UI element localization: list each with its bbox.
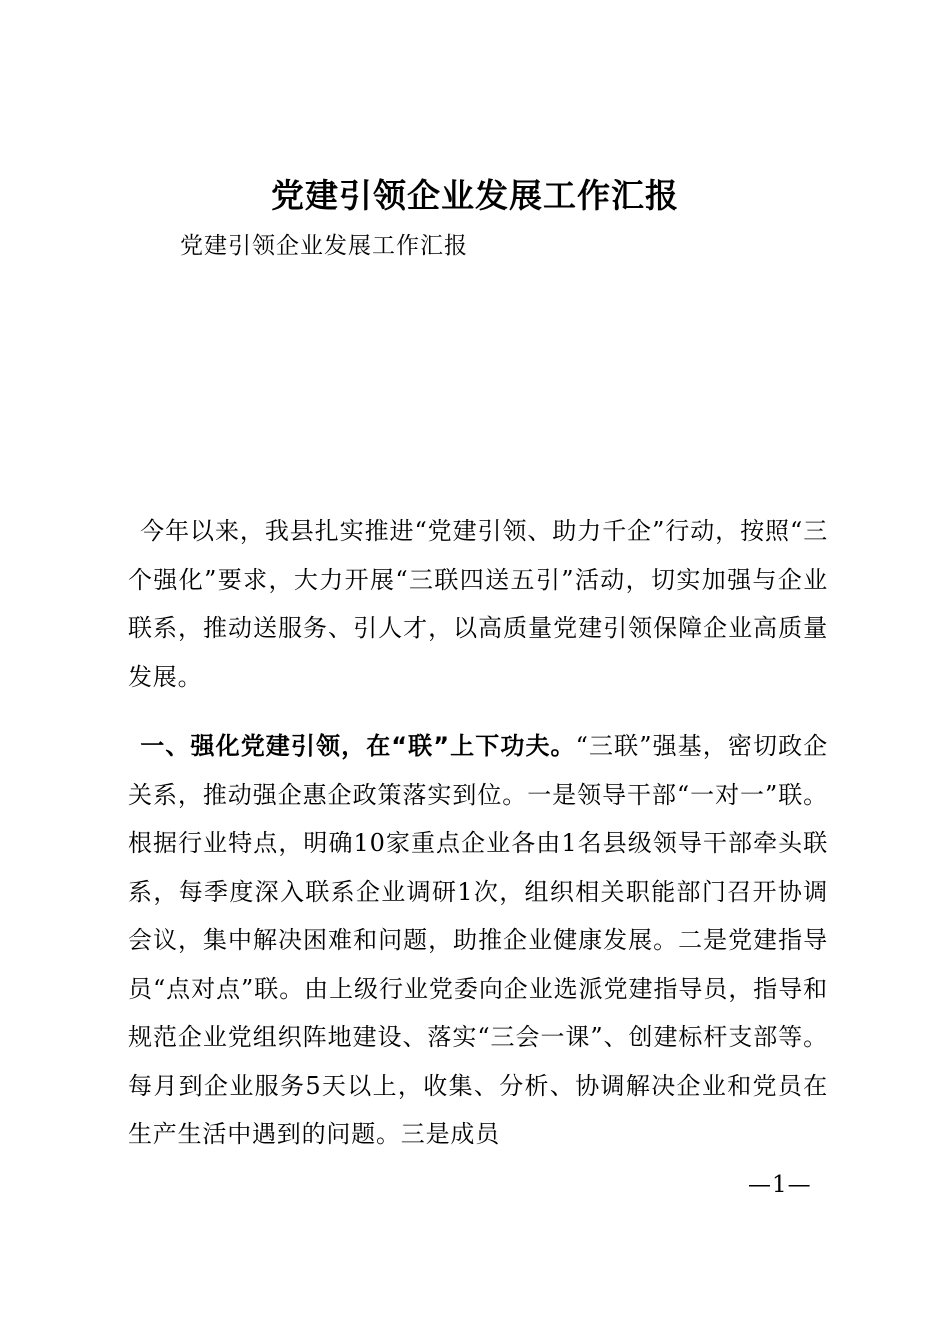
document-title: 党建引领企业发展工作汇报 <box>271 176 679 215</box>
section-one-text: “三联”强基，密切政企关系，推动强企惠企政策落实到位。一是领导干部“一对一”联。根据行业特点，明确10家重点企业各由1名县级领导干部牵头联系，每季度深入联系企业调研1次，组织相关职能部门召开协调会议，集中解决困难和问题，助推企业健康发展。二是党建指导员“点对点”联。由上级行业党委向企业选派党建指导员，指导和规范企业党组织阵地建设、落实“三会一课”、创建标杆支部等。每月到企业服务5天以上，收集、分析、协调解决企业和党员在生产生活中遇到的问题。三是成员 <box>128 732 828 1148</box>
section-one-paragraph <box>128 722 828 1159</box>
intro-paragraph <box>128 507 828 701</box>
document-subtitle: 党建引领企业发展工作汇报 <box>180 233 468 259</box>
page-number: —1— <box>748 1172 812 1198</box>
section-one-heading: 一、强化党建引领，在“联”上下功夫。 <box>140 732 576 760</box>
intro-paragraph-text: 今年以来，我县扎实推进“党建引领、助力千企”行动，按照“三个强化”要求，大力开展“三联四送五引”活动，切实加强与企业联系，推动送服务、引人才，以高质量党建引领保障企业高质量发展。 <box>128 517 828 691</box>
